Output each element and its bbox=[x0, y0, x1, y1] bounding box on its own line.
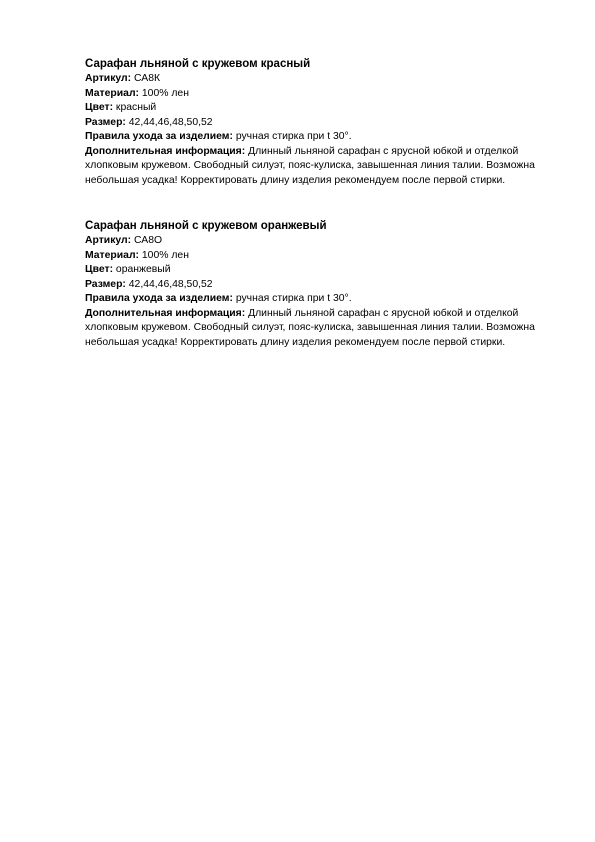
color-field bbox=[85, 263, 560, 278]
material-value: 100% лен bbox=[141, 87, 189, 99]
article-label: Артикул: bbox=[85, 73, 132, 84]
article-label: Артикул: bbox=[85, 235, 132, 246]
article-value: СА8О bbox=[133, 235, 163, 246]
care-value: ручная стирка при t 30°. bbox=[235, 131, 352, 142]
size-value: 42,44,46,48,50,52 bbox=[128, 278, 213, 290]
size-label: Размер: bbox=[85, 116, 126, 128]
info-value: Длинный льняной сарафан с ярусной юбкой и отделкой хлопковым кружевом. Свободный силуэт, пояс-кулиска, завышенная линия талии. Возможна небольшая усадка! Корректировать длину изделия рекомендуем после первой стирки. bbox=[85, 307, 535, 348]
size-field bbox=[85, 278, 560, 293]
size-field bbox=[85, 116, 560, 131]
product-block-orange bbox=[85, 218, 560, 350]
color-value: красный bbox=[115, 102, 157, 113]
info-label: Дополнительная информация: bbox=[85, 307, 246, 319]
size-value: 42,44,46,48,50,52 bbox=[128, 116, 213, 128]
info-field bbox=[85, 307, 560, 351]
material-label: Материал: bbox=[85, 87, 140, 99]
material-field bbox=[85, 87, 560, 102]
product-block-red bbox=[85, 56, 560, 188]
size-label: Размер: bbox=[85, 278, 126, 290]
article-field bbox=[85, 234, 560, 249]
article-value: СА8К bbox=[133, 73, 161, 84]
material-label: Материал: bbox=[85, 249, 140, 261]
color-label: Цвет: bbox=[85, 264, 114, 275]
color-field bbox=[85, 101, 560, 116]
material-value: 100% лен bbox=[141, 249, 189, 261]
color-label: Цвет: bbox=[85, 102, 114, 113]
care-field bbox=[85, 292, 560, 307]
care-field bbox=[85, 130, 560, 145]
info-value: Длинный льняной сарафан с ярусной юбкой и отделкой хлопковым кружевом. Свободный силуэт, пояс-кулиска, завышенная линия талии. Возможна небольшая усадка! Корректировать длину изделия рекомендуем после первой стирки. bbox=[85, 145, 535, 186]
care-value: ручная стирка при t 30°. bbox=[235, 293, 352, 304]
document-page bbox=[85, 56, 560, 350]
material-field bbox=[85, 249, 560, 264]
color-value: оранжевый bbox=[115, 264, 171, 275]
care-label: Правила ухода за изделием: bbox=[85, 293, 233, 304]
product-title: Сарафан льняной с кружевом оранжевый bbox=[85, 220, 327, 232]
info-field bbox=[85, 145, 560, 189]
article-field bbox=[85, 72, 560, 87]
product-title: Сарафан льняной с кружевом красный bbox=[85, 58, 311, 70]
info-label: Дополнительная информация: bbox=[85, 145, 246, 157]
care-label: Правила ухода за изделием: bbox=[85, 131, 233, 142]
